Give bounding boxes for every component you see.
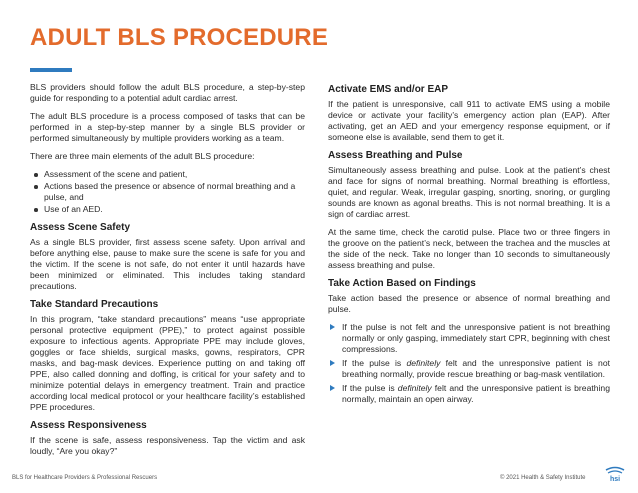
page-title: ADULT BLS PROCEDURE	[30, 24, 329, 51]
findings-list	[328, 322, 610, 405]
elements-list	[30, 169, 305, 215]
bullet-icon	[34, 208, 38, 212]
arrow-right-icon	[330, 385, 335, 391]
list-item: Assessment of the scene and patient,	[44, 169, 305, 180]
breathing-pulse-heading: Assess Breathing and Pulse	[328, 150, 463, 161]
activate-ems-heading: Activate EMS and/or EAP	[328, 84, 449, 95]
standard-precautions-text: In this program, “take standard precautions” means “use appropriate personal protective equipment (PPE),” to protect against possible exposure to infectious agents. Appropriate PPE may include gloves, goggles or face shields, surgical masks, gowns, respirators, CPR masks, and bag-mask devices. Experience putting on and taking off PPE, also called donning and doffing, is critical for your safety and to minimize potential delays in emergency treatment. Train and practice according local medical protocol or your healthcare facility’s established PPE procedures.	[30, 314, 305, 412]
intro-paragraph-1: BLS providers should follow the adult BLS procedure, a step-by-step guide for responding to a potential adult cardiac arrest.	[30, 82, 305, 103]
arrow-right-icon	[330, 324, 335, 330]
footer-course-title: BLS for Healthcare Providers & Professional Rescuers	[12, 475, 158, 481]
footer-copyright: © 2021 Health & Safety Institute	[500, 475, 586, 481]
intro-paragraph-3: There are three main elements of the adult BLS procedure:	[30, 151, 255, 161]
activate-ems-text: If the patient is unresponsive, call 911 to activate EMS using a mobile device or activate your facility’s emergency action plan (EAP). After activating, get an AED and your emergency response equipment, or if someone else is available, send them to get it.	[328, 99, 610, 142]
responsiveness-heading: Assess Responsiveness	[30, 420, 147, 431]
responsiveness-text: If the scene is safe, assess responsiveness. Tap the victim and ask loudly, “Are you okay?”	[30, 435, 305, 456]
list-item: If the pulse is definitely felt and the unresponsive patient is not breathing normally, provide rescue breathing or bag-mask ventilation.	[328, 358, 610, 380]
list-item: If the pulse is not felt and the unresponsive patient is not breathing normally or only gasping, immediately start CPR, beginning with chest compressions.	[328, 322, 610, 355]
breathing-pulse-text-2: At the same time, check the carotid pulse. Place two or three fingers in the groove on the patient’s neck, between the trachea and the muscles at the side of the neck. Take no longer than 10 seconds to simultaneously assess breathing and pulse.	[328, 227, 610, 270]
bullet-icon	[34, 185, 38, 189]
arrow-right-icon	[330, 360, 335, 366]
title-underline	[30, 68, 72, 72]
intro-paragraph-2: The adult BLS procedure is a process composed of tasks that can be performed in a step-by-step manner by a single BLS provider or performed simultaneously by multiple providers working as a team.	[30, 111, 305, 143]
right-column	[328, 80, 610, 408]
scene-safety-heading: Assess Scene Safety	[30, 222, 131, 233]
svg-text:hsi: hsi	[609, 476, 621, 482]
take-action-heading: Take Action Based on Findings	[328, 278, 476, 289]
breathing-pulse-text-1: Simultaneously assess breathing and pulse. Look at the patient’s chest and face for signs of normal breathing. Normal breathing is effortless, quiet, and regular. Weak, irregular gasping, snorting, snoring, or gurgling sounds are known as agonal breaths. This is not normal breathing. It is a sign of cardiac arrest.	[328, 165, 610, 219]
left-column	[30, 82, 305, 464]
list-item: Use of an AED.	[44, 204, 305, 215]
bullet-icon	[34, 173, 38, 177]
list-item: Actions based the presence or absence of normal breathing and a pulse, and	[44, 181, 305, 203]
list-item: If the pulse is definitely felt and the unresponsive patient is breathing normally, maintain an open airway.	[328, 383, 610, 405]
standard-precautions-heading: Take Standard Precautions	[30, 299, 159, 310]
take-action-text: Take action based the presence or absence of normal breathing and pulse.	[328, 293, 610, 314]
hsi-logo-icon	[604, 466, 626, 482]
scene-safety-text: As a single BLS provider, first assess scene safety. Upon arrival and before anything else, pause to make sure the scene is safe for you and the victim. If the scene is not safe, do not enter it until hazards have been minimized or eliminated. This includes taking standard precautions.	[30, 237, 305, 291]
